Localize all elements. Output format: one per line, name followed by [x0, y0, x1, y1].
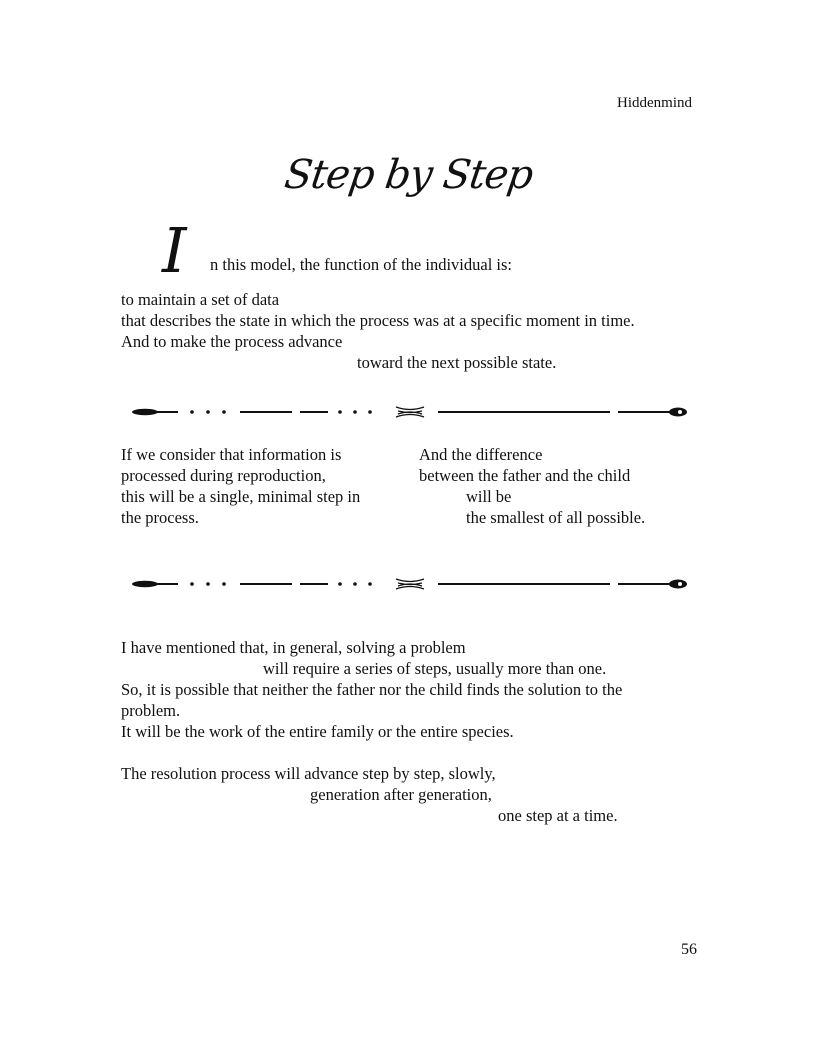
- left-column-line4: the process.: [121, 508, 199, 527]
- left-column-line3: this will be a single, minimal step in: [121, 487, 361, 506]
- block1-line4: toward the next possible state.: [357, 353, 557, 372]
- right-column-line1: And the difference: [419, 445, 543, 464]
- block3-line4: problem.: [121, 701, 181, 720]
- right-column-line4: the smallest of all possible.: [466, 508, 646, 527]
- block1-line3: And to make the process advance: [121, 332, 343, 351]
- intro-first-line: n this model, the function of the individual is:: [210, 255, 513, 274]
- drop-cap: I: [162, 214, 187, 287]
- running-header-author: Hiddenmind: [617, 95, 692, 111]
- block3-line1: I have mentioned that, in general, solving a problem: [121, 638, 466, 657]
- block1-line2: that describes the state in which the process was at a specific moment in time.: [121, 311, 635, 330]
- block3-line2: will require a series of steps, usually more than one.: [263, 659, 607, 678]
- ornamental-divider-2: [130, 577, 690, 591]
- block3-line3: So, it is possible that neither the father nor the child finds the solution to the: [121, 680, 623, 699]
- ornamental-divider-1: [130, 405, 690, 419]
- block4-line3: one step at a time.: [498, 806, 618, 825]
- left-column-line1: If we consider that information is: [121, 445, 342, 464]
- left-column-line2: processed during reproduction,: [121, 466, 326, 485]
- right-column-line2: between the father and the child: [419, 466, 631, 485]
- block1-line1: to maintain a set of data: [121, 290, 280, 309]
- block4-line2: generation after generation,: [310, 785, 492, 804]
- chapter-title: Step by Step: [281, 152, 536, 198]
- block4-line1: The resolution process will advance step by step, slowly,: [121, 764, 496, 783]
- block3-line5: It will be the work of the entire family or the entire species.: [121, 722, 514, 741]
- right-column-line3: will be: [466, 487, 512, 506]
- page-number: 56: [681, 941, 697, 958]
